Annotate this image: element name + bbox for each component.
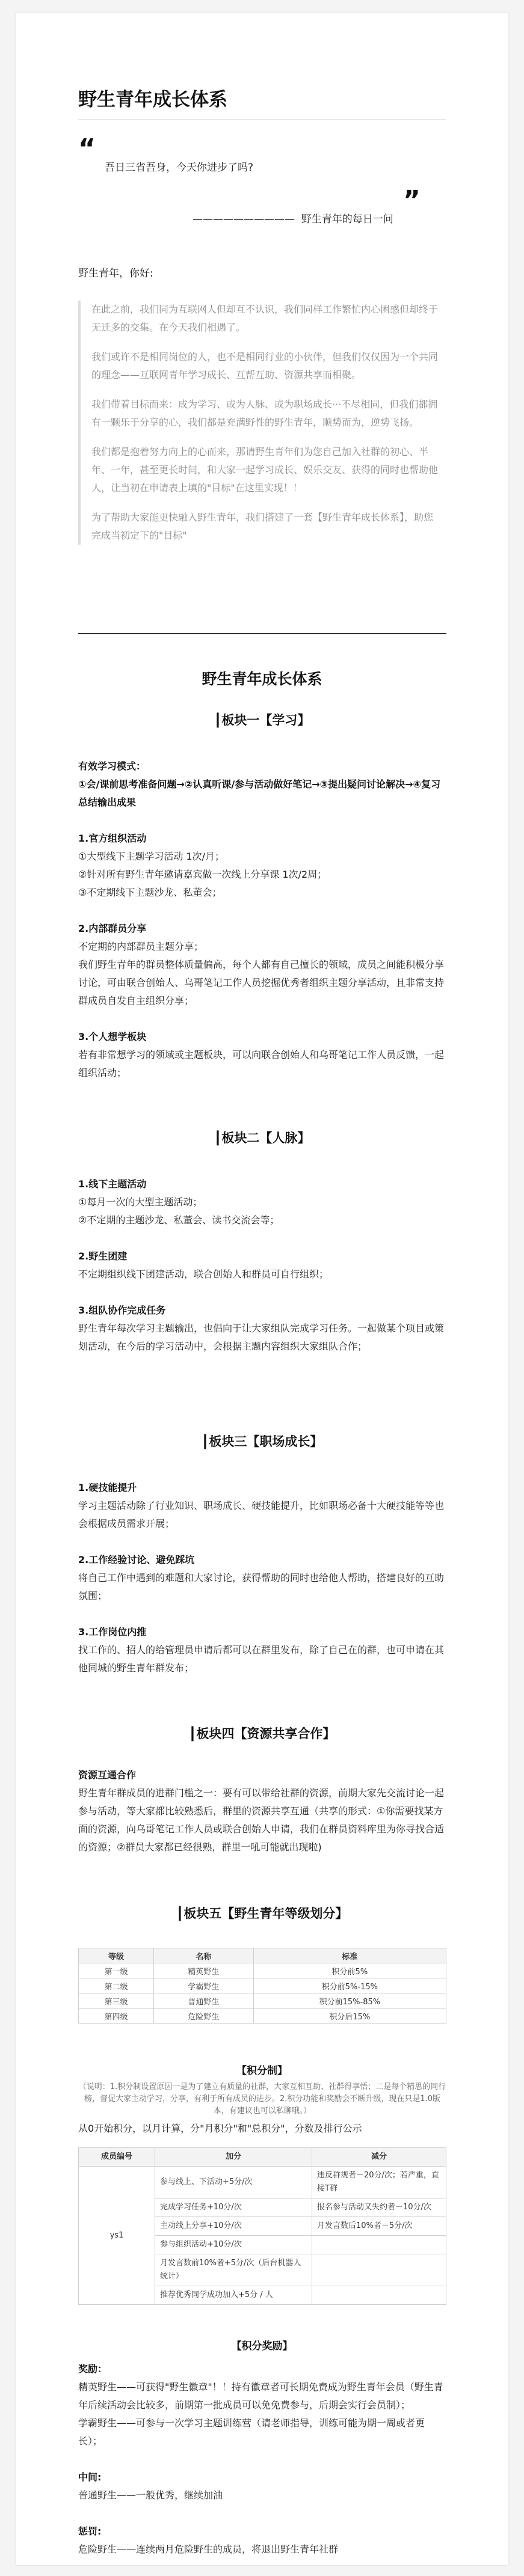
points-col-header: 减分 bbox=[312, 2148, 446, 2167]
section-4-p1-title: 资源互通合作 bbox=[78, 1769, 137, 1781]
points-table-header bbox=[79, 2148, 446, 2167]
section-2-body bbox=[78, 1175, 446, 1356]
section-1-p1-title: 有效学习模式： bbox=[78, 760, 146, 772]
level-cell: 积分前5% bbox=[253, 1963, 446, 1978]
section-1-p2-line: ③不定期线下主题沙龙、私董会； bbox=[78, 887, 222, 898]
title-divider bbox=[78, 119, 446, 120]
section-4-p1-body: 野生青年群成员的进群门槛之一：要有可以带给社群的资源，前期大家先交流讨论一起参与活动，等大家都比较熟悉后，群里的资源共享互通（共享的形式：①你需要找某方面的资源，向乌哥笔记工作人员或联合创始人申请，我们在群员资料库里为你寻找合适的资源；②群员大家都已经很熟，群里一吼可能就出现啦) bbox=[78, 1787, 445, 1853]
section-4-title: ┃板块四【资源共享合作】 bbox=[188, 1727, 336, 1741]
reward-line: 学霸野生——可参与一次学习主题训练营（请老师指导，训练可能为期一周或者更长）； bbox=[78, 2417, 425, 2447]
section-3-p1-body: 学习主题活动除了行业知识、职场成长、硬技能提升，比如职场必备十大硬技能等等也会根据成员需求开展； bbox=[78, 1500, 445, 1529]
level-cell: 危险野生 bbox=[154, 2008, 254, 2024]
table-row bbox=[79, 1993, 446, 2008]
minus-item-empty bbox=[312, 2286, 446, 2305]
section-3-title: ┃板块三【职场成长】 bbox=[201, 1434, 323, 1449]
level-cell: 普通野生 bbox=[154, 1993, 254, 2008]
punish-head: 惩罚: bbox=[78, 2526, 102, 2537]
section-2-title: ┃板块二【人脉】 bbox=[214, 1131, 310, 1145]
level-cell: 学霸野生 bbox=[154, 1978, 254, 1993]
points-col-header: 加分 bbox=[155, 2148, 312, 2167]
points-note: （说明：1.积分制设置原因一是为了建立有质量的社群，大家互相互助、社群得享悟；二是每个精思的同行榜，督促大家主动学习，分享，有利于所有成员的进步。2.积分功能和奖励会不断升级，现在只是1.0版本，有建议也可以私聊哦。） bbox=[78, 2082, 446, 2116]
level-cell: 精英野生 bbox=[154, 1963, 254, 1978]
level-table-header bbox=[79, 1948, 446, 1963]
level-cell: 第三级 bbox=[79, 1993, 154, 2008]
add-item: 参与线上、下活动+5分/次 bbox=[155, 2167, 312, 2198]
add-item: 月发言数前10%者+5分/次（后台机器人统计） bbox=[155, 2254, 312, 2286]
add-item: 完成学习任务+10分/次 bbox=[155, 2198, 312, 2217]
section-3-p2-title: 2.工作经验讨论、避免踩坑 bbox=[78, 1554, 195, 1565]
close-quote-icon: ” bbox=[403, 185, 421, 216]
section-5-title: ┃板块五【野生青年等级划分】 bbox=[176, 1906, 348, 1921]
section-3-p1-title: 1.硬技能提升 bbox=[78, 1482, 137, 1493]
section-2-p1-line: ②不定期的主题沙龙、私董会、读书交流会等； bbox=[78, 1214, 280, 1226]
section-3-p3-title: 3.工作岗位内推 bbox=[78, 1626, 147, 1638]
points-table bbox=[78, 2147, 446, 2305]
reward-title: 【积分奖励】 bbox=[231, 2340, 293, 2352]
minus-item: 月发言数后10%者－5分/次 bbox=[312, 2217, 446, 2236]
table-row bbox=[79, 1963, 446, 1978]
level-table bbox=[78, 1948, 446, 2024]
level-cell: 积分后15% bbox=[253, 2008, 446, 2024]
level-col-header: 名称 bbox=[154, 1948, 254, 1963]
minus-item-empty bbox=[312, 2236, 446, 2254]
section-1-body bbox=[78, 757, 446, 1082]
intro-blockquote bbox=[78, 301, 442, 545]
section-2-p1-title: 1.线下主题活动 bbox=[78, 1178, 147, 1190]
section-1-p3-title: 2.内部群员分享 bbox=[78, 923, 147, 934]
points-title: 【积分制】 bbox=[236, 2065, 288, 2077]
reward-line: 精英野生——可获得"野生徽章"！！持有徽章者可长期免费成为野生青年会员（野生青年后续活动会比较多，前期第一批成员可以免免费参与，后期会实行会员制）； bbox=[78, 2381, 443, 2411]
section-4-body bbox=[78, 1766, 446, 1856]
points-col-header: 成员编号 bbox=[79, 2148, 155, 2167]
section-1-p2-line: ②针对所有野生青年邀请嘉宾做一次线上分享课 1次/2周； bbox=[78, 869, 327, 880]
intro-paragraph: 我们带着目标而来：成为学习、或为人脉、或为职场成长···不尽相同，但我们都拥有一颗乐于分享的心，我们都是充满野性的野生青年，顺势而为，逆势飞扬。 bbox=[91, 399, 438, 428]
add-item: 主动线上分享+10分/次 bbox=[155, 2217, 312, 2236]
section-1-p2-line: ①大型线下主题学习活动 1次/月； bbox=[78, 851, 225, 862]
minus-item-empty bbox=[312, 2254, 446, 2286]
level-cell: 积分前5%-15% bbox=[253, 1978, 446, 1993]
section-1-title: ┃板块一【学习】 bbox=[214, 713, 310, 727]
mid-head: 中间: bbox=[78, 2471, 102, 2483]
section-2-p3-body: 野生青年每次学习主题输出，也倡向于让大家组队完成学习任务。一起做某个项目或策划活动，在今后的学习活动中，会根据主题内容组织大家组队合作； bbox=[78, 1323, 445, 1352]
add-item: 推荐优秀同学成功加入+5分 / 人 bbox=[155, 2286, 312, 2305]
greeting: 野生青年，你好: bbox=[78, 268, 153, 280]
reward-body bbox=[78, 2360, 446, 2559]
system-title: 野生青年成长体系 bbox=[202, 670, 322, 688]
section-2-p3-title: 3.组队协作完成任务 bbox=[78, 1305, 166, 1316]
quote-attribution: —————————— 野生青年的每日一问 bbox=[193, 213, 393, 225]
section-divider bbox=[78, 633, 446, 634]
open-quote-icon: “ bbox=[78, 133, 96, 164]
section-1-p1-body: ①会/课前思考准备问题→②认真听课/参与活动做好笔记→③提出疑问讨论解决→④复习总结输出成果 bbox=[78, 779, 441, 808]
reward-head: 奖励： bbox=[78, 2363, 108, 2375]
table-row bbox=[79, 2008, 446, 2024]
section-1-p3-line: 不定期的内部群员主题分享； bbox=[78, 941, 204, 952]
intro-paragraph: 在此之前，我们同为互联网人但却互不认识，我们同样工作繁忙内心困惑但却终于无迁多的交集。在今天我们相遇了。 bbox=[91, 304, 439, 333]
section-2-p1-line: ①每月一次的大型主题活动； bbox=[78, 1196, 203, 1208]
table-row bbox=[79, 1978, 446, 1993]
section-1-p3-line: 我们野生青年的群员整体质量偏高，每个人都有自己擅长的领域，成员之间能积极分享讨论，可由联合创始人、乌哥笔记工作人员挖掘优秀者组织主题分享活动，且非常支持群成员自发自主组织分享； bbox=[78, 959, 445, 1006]
intro-paragraph: 我们或许不是相同岗位的人，也不是相同行业的小伙伴，但我们仅仅因为一个共同的理念——互联网青年学习成长、互帮互助、资源共享而相聚。 bbox=[91, 351, 439, 381]
section-2-p2-body: 不定期组织线下团建活动，联合创始人和群员可自行组织； bbox=[78, 1268, 329, 1280]
section-3-body bbox=[78, 1479, 446, 1677]
table-row bbox=[79, 2167, 446, 2198]
section-1-p4-title: 3.个人想学板块 bbox=[78, 1031, 147, 1042]
section-1-p4-body: 若有非常想学习的领域或主题板块，可以向联合创始人和乌哥笔记工作人员反馈，一起组织活动； bbox=[78, 1049, 445, 1078]
article-card bbox=[16, 13, 508, 2565]
level-cell: 第二级 bbox=[79, 1978, 154, 1993]
section-3-p2-body: 将自己工作中遇到的难题和大家讨论，获得帮助的同时也给他人帮助，搭建良好的互助氛围； bbox=[78, 1572, 445, 1602]
level-cell: 积分前15%-85% bbox=[253, 1993, 446, 2008]
punish-line: 危险野生——连续两月危险野生的成员，将退出野生青年社群 bbox=[78, 2544, 339, 2555]
section-1-p2-title: 1.官方组织活动 bbox=[78, 833, 147, 844]
member-id: ys1 bbox=[79, 2167, 155, 2305]
section-3-p3-body: 找工作的、招人的给管理员申请后都可以在群里发布，除了自己在的群，也可申请在其他同城的野生青年群发布； bbox=[78, 1644, 445, 1674]
level-col-header: 标准 bbox=[253, 1948, 446, 1963]
level-cell: 第一级 bbox=[79, 1963, 154, 1978]
add-item: 参与组织活动+10分/次 bbox=[155, 2236, 312, 2254]
page-title: 野生青年成长体系 bbox=[78, 89, 227, 111]
level-col-header: 等级 bbox=[79, 1948, 154, 1963]
minus-item: 违反群规者－20分/次；若严重，直接T群 bbox=[312, 2167, 446, 2198]
section-2-p2-title: 2.野生团建 bbox=[78, 1250, 128, 1262]
intro-paragraph: 我们都是抱着努力向上的心而来，那请野生青年们为您自己加入社群的初心、半年、一年，甚至更长时间，和大家一起学习成长、娱乐交友、获得的同时也帮助他人，让当初在申请表上填的"目标"在这里实现！！ bbox=[91, 446, 439, 494]
mid-line: 普通野生——一般优秀，继续加油 bbox=[78, 2489, 223, 2501]
intro-paragraph: 为了帮助大家能更快融入野生青年，我们搭建了一套【野生青年成长体系】，助您完成当初定下的"目标" bbox=[91, 512, 434, 541]
minus-item: 报名参与活动又失约者－10分/次 bbox=[312, 2198, 446, 2217]
level-cell: 第四级 bbox=[79, 2008, 154, 2024]
points-rule: 从0开始积分，以月计算，分"月积分"和"总积分"，分数及排行公示 bbox=[78, 2123, 362, 2134]
quote-text: 吾日三省吾身，今天你进步了吗? bbox=[105, 162, 254, 174]
